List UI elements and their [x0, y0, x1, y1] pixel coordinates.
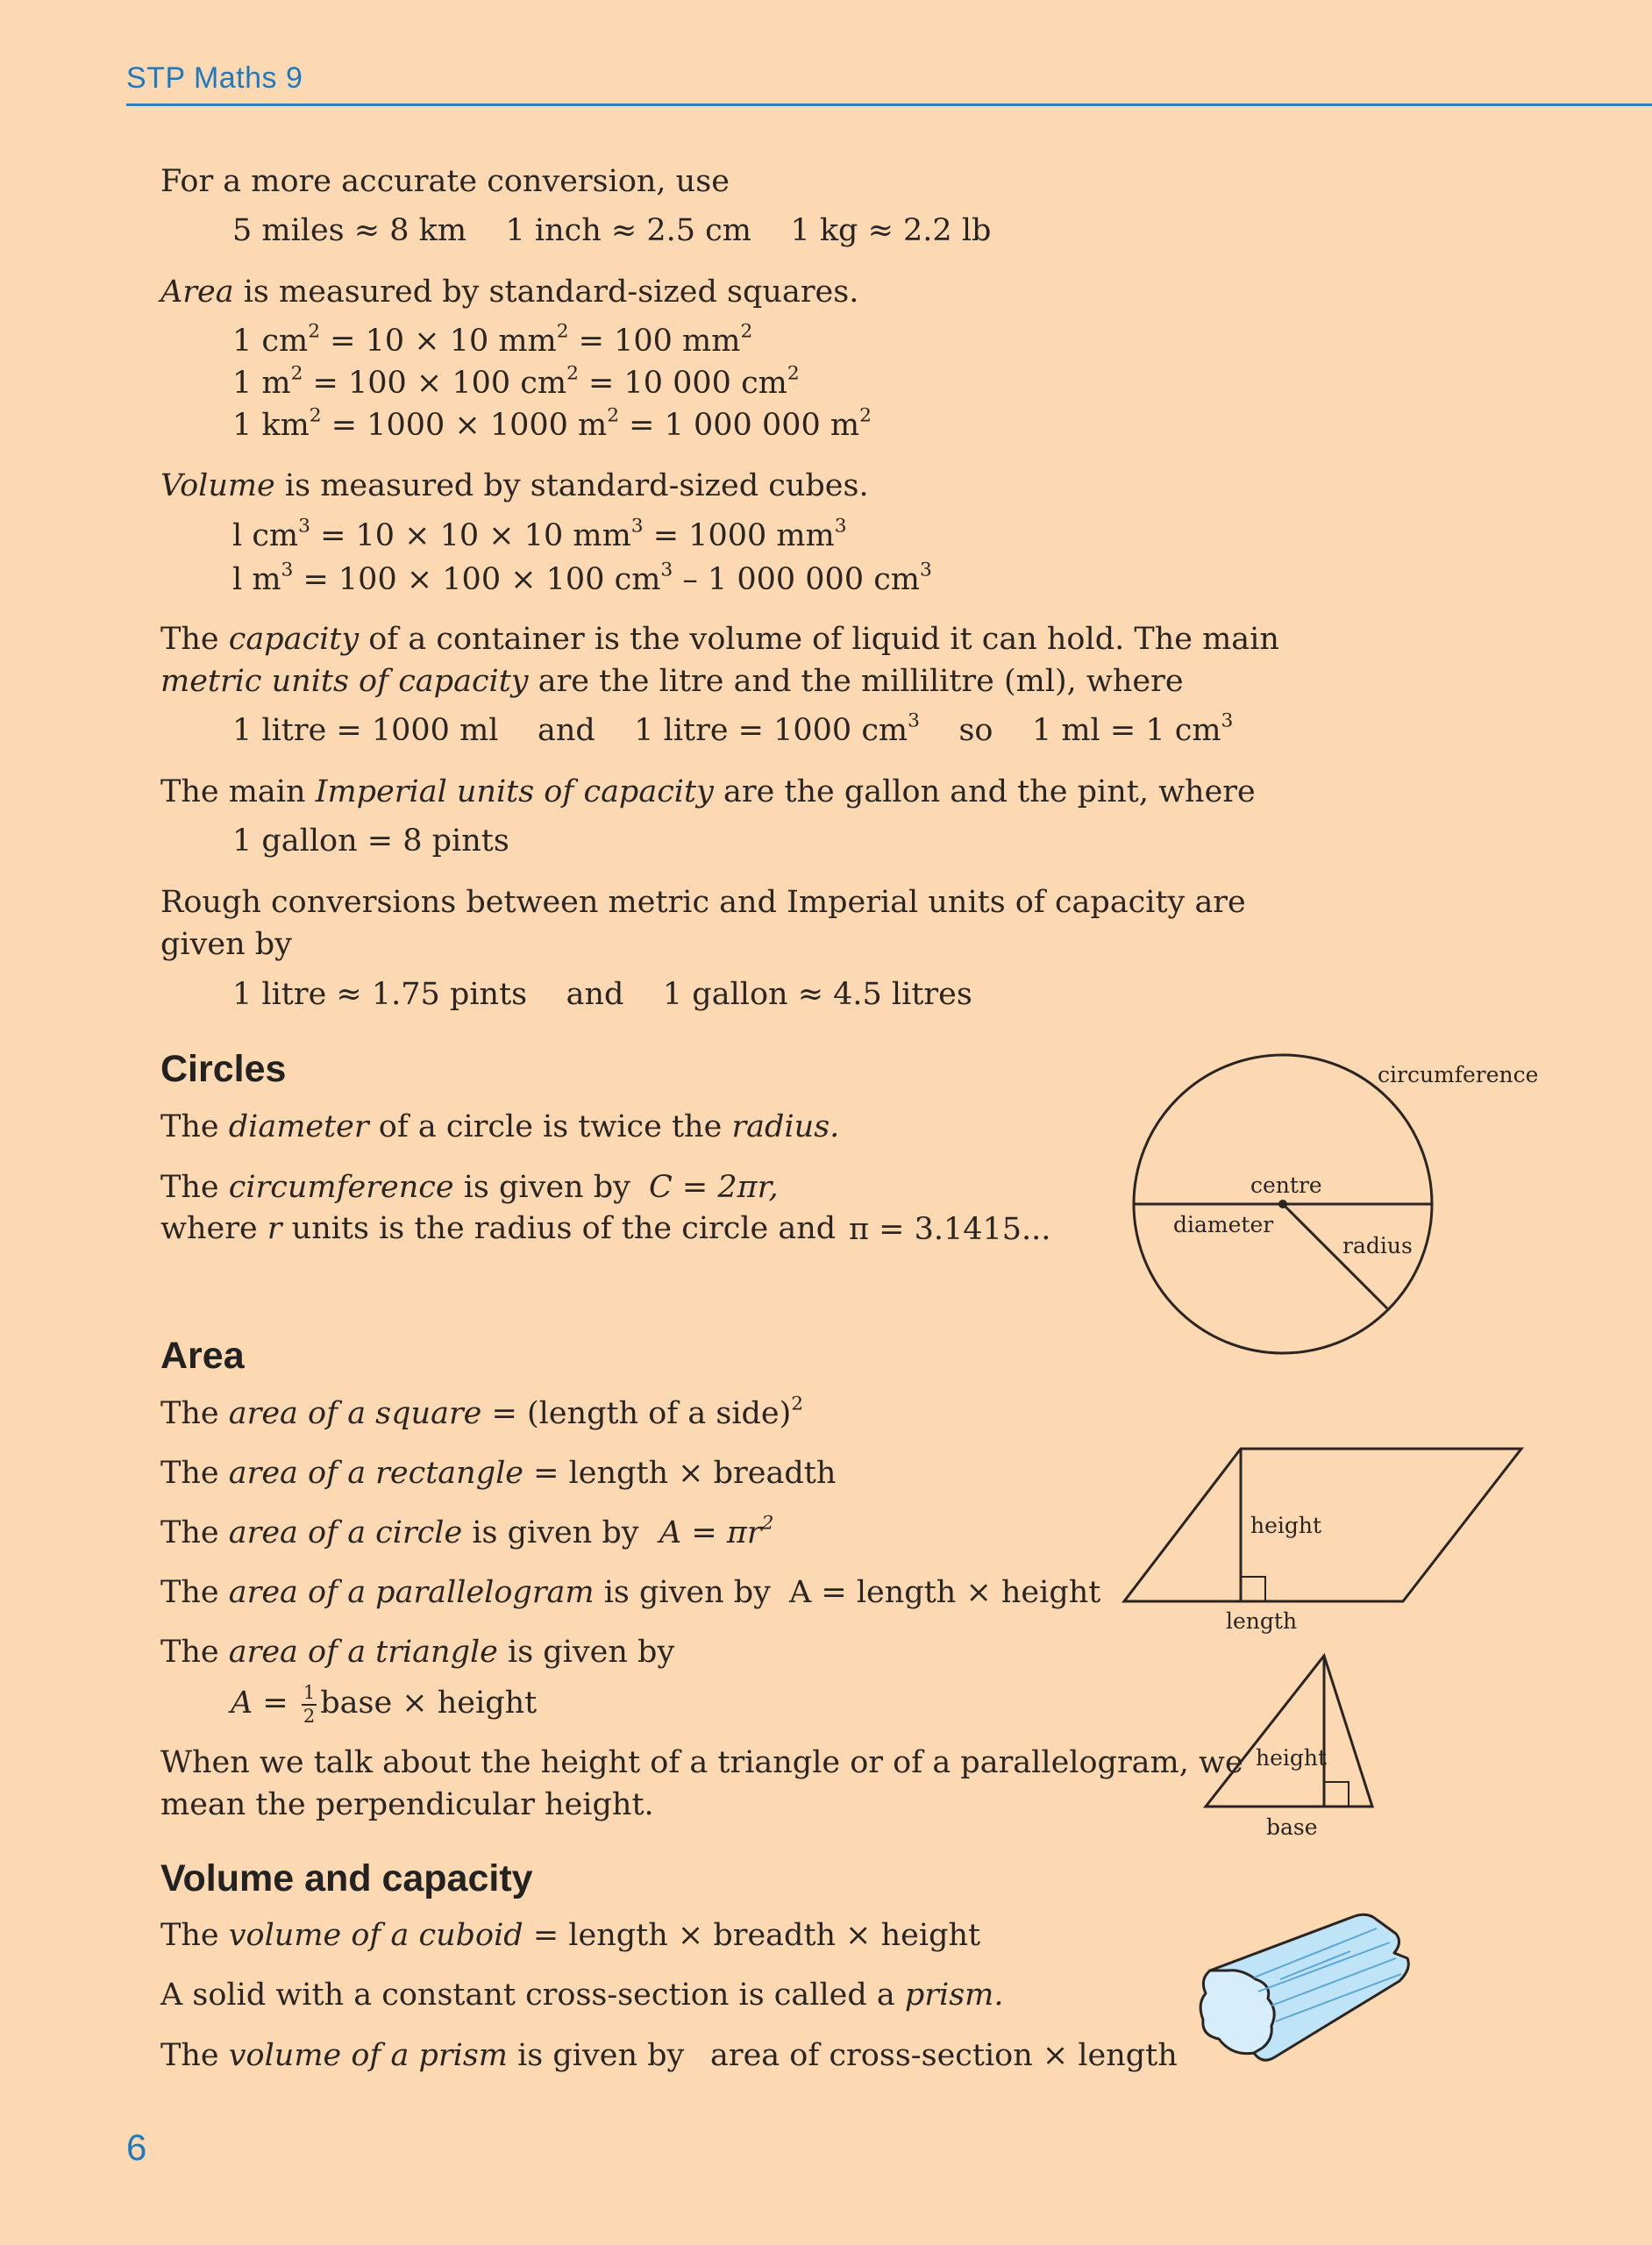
conversion-values: 5 miles ≈ 8 km 1 inch ≈ 2.5 cm 1 kg ≈ 2.2 lb [232, 213, 992, 248]
area-units-line-1: 1 $cm^2 = 10 \times 10$ $mm^2 = 100$ $mm^2$ [232, 320, 753, 359]
parallelogram-diagram [1114, 1438, 1535, 1640]
rough-conversion-line-2: given by [160, 927, 292, 962]
area-heading: Area [160, 1335, 245, 1377]
volume-prism-text: The volume of a prism is given by [160, 2038, 685, 2073]
area-square-text: The area of a square = (length of a side)$^2$ [160, 1393, 804, 1431]
prism-definition-text: A solid with a constant cross-section is called a prism. [160, 1978, 1004, 2013]
prism-cross-section [1200, 1971, 1274, 2054]
triangle-diagram [1193, 1649, 1403, 1842]
triangle-height-label: height [1256, 1745, 1328, 1771]
parallelogram-height-label: height [1250, 1513, 1322, 1538]
header-rule [126, 103, 1652, 106]
circles-circumference-text: The circumference is given by [160, 1170, 630, 1205]
page-number: 6 [126, 2127, 147, 2168]
area-units-line-2: 1 $m^2 = 100 \times 100$ $cm^2 = 10$ 000 $cm^2$ [232, 362, 800, 401]
area-units-line-3: 1 $km^2 = 1000 \times 1000$ $m^2 = 1$ 000 000 $m^2$ [232, 404, 872, 443]
imperial-paragraph: The main Imperial units of capacity are the gallon and the pint, where [160, 774, 1256, 809]
area-triangle-text: The area of a triangle is given by [160, 1635, 675, 1670]
triangle-right-angle-marker [1324, 1782, 1349, 1807]
prism-illustration [1193, 1907, 1412, 2083]
area-rectangle-text: The area of a rectangle = length × breadth [160, 1456, 837, 1491]
imperial-equation: 1 gallon = 8 pints [232, 823, 509, 859]
circumference-label: circumference [1378, 1062, 1539, 1087]
capacity-paragraph-line-1: The capacity of a container is the volume of liquid it can hold. The main [160, 622, 1279, 657]
volume-cuboid-text: The volume of a cuboid = length × breadth × height [160, 1918, 981, 1953]
conversion-intro: For a more accurate conversion, use [160, 164, 730, 199]
circles-heading: Circles [160, 1048, 287, 1090]
circle-diagram [1122, 1048, 1543, 1364]
right-angle-marker [1241, 1577, 1265, 1601]
diameter-label: diameter [1173, 1212, 1274, 1237]
capacity-paragraph-line-2: metric units of capacity are the litre and the millilitre (ml), where [160, 664, 1184, 699]
area-circle-formula: $A = \pi r^2$ [659, 1512, 774, 1550]
radius-label: radius [1342, 1233, 1413, 1258]
circles-radius-text: where r units is the radius of the circle and [160, 1211, 837, 1246]
area-parallelogram-text: The area of a parallelogram is given by [160, 1575, 771, 1610]
rough-conversion-equation: 1 litre ≈ 1.75 pints and 1 gallon ≈ 4.5 litres [232, 977, 972, 1012]
area-parallelogram-formula: A = length × height [789, 1575, 1101, 1610]
area-triangle-formula: A = $\frac{1}{2}$ base × height [231, 1681, 538, 1727]
volume-units-intro: Volume is measured by standard-sized cubes. [160, 468, 869, 503]
parallelogram-length-label: length [1226, 1608, 1298, 1634]
centre-point [1278, 1200, 1287, 1208]
volume-prism-formula: area of cross-section × length [710, 2038, 1178, 2073]
pi-value: π = 3.1415... [849, 1212, 1051, 1247]
volume-units-line-1: l $cm^3 = 10 \times 10 \times 10$ $mm^3 = 1000$ $mm^3$ [232, 515, 847, 553]
triangle-shape [1206, 1656, 1372, 1807]
triangle-base-label: base [1266, 1814, 1318, 1840]
capacity-equation: 1 litre = 1000 ml and 1 litre = 1000 $cm^3$ so 1 ml = 1 $cm^3$ [232, 709, 1234, 748]
circumference-formula: C = 2πr, [649, 1170, 779, 1205]
parallelogram-shape [1124, 1449, 1521, 1601]
perpendicular-note-line-2: mean the perpendicular height. [160, 1787, 654, 1822]
rough-conversion-line-1: Rough conversions between metric and Imperial units of capacity are [160, 885, 1246, 920]
one-half-fraction: $\frac{1}{2}$ [303, 1681, 316, 1727]
centre-label: centre [1250, 1172, 1322, 1198]
running-header: STP Maths 9 [126, 61, 303, 95]
volume-heading: Volume and capacity [160, 1857, 533, 1899]
area-circle-text: The area of a circle is given by [160, 1515, 639, 1550]
perpendicular-note-line-1: When we talk about the height of a triangle or of a parallelogram, we [160, 1745, 1243, 1780]
area-units-intro: Area is measured by standard-sized squares. [160, 274, 859, 310]
volume-units-line-2: l $m^3 = 100 \times 100 \times 100$ $cm^3 - 1$ 000 000 $cm^3$ [232, 559, 932, 597]
circles-diameter-text: The diameter of a circle is twice the radius. [160, 1109, 840, 1144]
